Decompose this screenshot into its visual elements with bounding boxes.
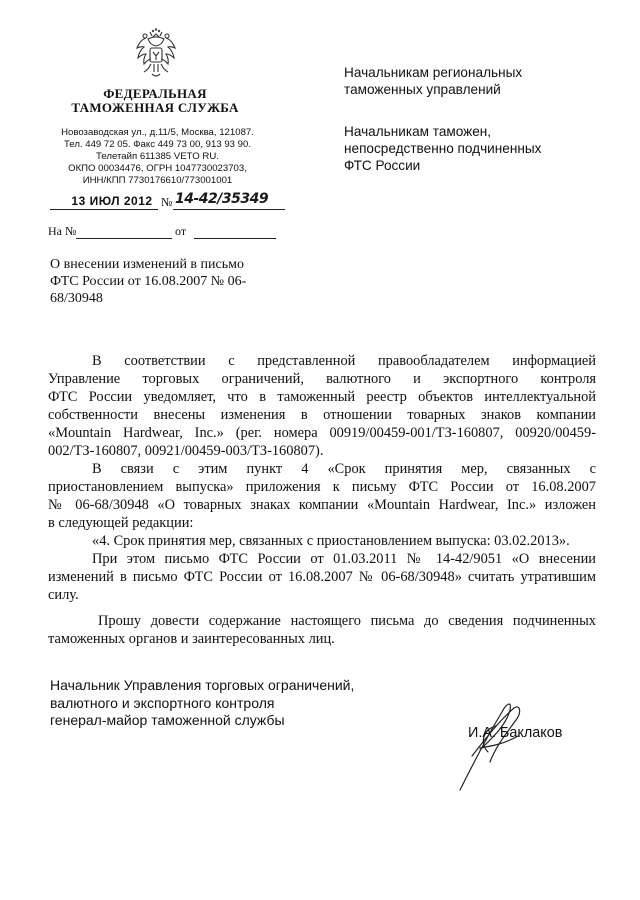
- body-line: в следующей редакции:: [48, 515, 194, 531]
- registration-date-stamp: 13 ИЮЛ 2012: [71, 194, 153, 208]
- body-paragraph: [48, 550, 596, 604]
- body-line: изменений в письмо ФТС России от 16.08.2007 № 06-68/30948» считать утратившим: [48, 569, 596, 585]
- subject-line: 68/30948: [50, 291, 103, 306]
- contact-line: Новозаводская ул., д.11/5, Москва, 121087.: [61, 127, 254, 138]
- body-line: В соответствии с представленной правообладателем информацией: [92, 353, 596, 369]
- signatory-title-line: Начальник Управления торговых ограничений,: [50, 677, 355, 693]
- signatory-name: И.А. Баклаков: [468, 725, 563, 741]
- addressee-line: таможенных управлений: [344, 82, 501, 97]
- body-line: приостановлением выпуска» приложения к письму ФТС России от 16.08.2007: [48, 479, 596, 495]
- body-line: «Mountain Hardwear, Inc.» (рег. номера 00919/00459-001/ТЗ-160807, 00920/00459-: [48, 425, 596, 441]
- registration-line: [40, 192, 290, 214]
- body-paragraph: [48, 612, 596, 648]
- body-paragraph: [48, 352, 596, 460]
- contact-line: ИНН/КПП 7730176610/773001001: [82, 175, 233, 186]
- addressee-regional: [344, 64, 522, 98]
- subject-line: О внесении изменений в письмо: [50, 257, 244, 272]
- body-paragraph: [48, 460, 596, 532]
- signatory-title-line: генерал-майор таможенной службы: [50, 712, 285, 728]
- reference-date-blank: [194, 238, 276, 239]
- contact-line: ОКПО 00034476, ОГРН 1047730023703,: [68, 163, 247, 174]
- addressee-line: непосредственно подчиненных: [344, 141, 542, 156]
- body-line: Прошу довести содержание настоящего письма до сведения подчиненных: [98, 613, 596, 629]
- body-line: «4. Срок принятия мер, связанных с приостановлением выпуска: 03.02.2013».: [92, 533, 570, 549]
- body-line: В связи с этим пункт 4 «Срок принятия мер, связанных с: [92, 461, 596, 477]
- reference-date-label: от: [175, 224, 187, 238]
- reference-line: [40, 222, 290, 242]
- body-line: Управление торговых ограничений, валютного и экспортного контроля: [48, 371, 596, 387]
- subject-line: ФТС России от 16.08.2007 № 06-: [50, 274, 247, 289]
- contact-line: Тел. 449 72 05. Факс 449 73 00, 913 93 90.: [63, 139, 252, 150]
- number-label: №: [161, 195, 173, 209]
- body-paragraph: [48, 532, 596, 550]
- org-contacts: [45, 127, 270, 187]
- body-line: таможенных органов и заинтересованных лиц.: [48, 631, 335, 647]
- addressee-customs: [344, 123, 541, 174]
- addressee-line: Начальникам таможен,: [344, 124, 492, 139]
- body-line: собственности внесены изменения в отношении товарных знаков компании: [48, 407, 596, 423]
- body-line: № 06-68/30948 «О товарных знаках компании «Mountain Hardwear, Inc.» изложен: [48, 497, 596, 513]
- number-underline: [173, 209, 285, 210]
- reference-number-label: На №: [48, 224, 77, 238]
- body-line: ФТС России уведомляет, что в таможенный реестр объектов интеллектуальной: [48, 389, 596, 405]
- handwritten-signature-icon: [440, 690, 550, 800]
- body-line: силу.: [48, 587, 79, 603]
- addressee-line: ФТС России: [344, 158, 421, 173]
- signatory-title-line: валютного и экспортного контроля: [50, 694, 275, 711]
- body-line: 002/ТЗ-160807, 00921/00459-003/ТЗ-160807).: [48, 443, 324, 459]
- body-line: При этом письмо ФТС России от 01.03.2011 № 14-42/9051 «О внесении: [92, 551, 596, 567]
- registration-number-handwritten: 14-42/35349: [175, 191, 269, 207]
- signatory-title: [50, 677, 354, 730]
- org-name-line1: ФЕДЕРАЛЬНАЯ: [103, 86, 207, 101]
- addressee-line: Начальникам региональных: [344, 65, 523, 80]
- double-headed-eagle-emblem-icon: [133, 28, 179, 80]
- org-name-line2: ТАМОЖЕННАЯ СЛУЖБА: [71, 100, 239, 115]
- date-underline: [50, 209, 158, 210]
- contact-line: Телетайп 611385 VETO RU.: [96, 151, 219, 162]
- reference-number-blank: [76, 238, 172, 239]
- letter-subject: [50, 256, 280, 307]
- letter-body: [48, 352, 596, 648]
